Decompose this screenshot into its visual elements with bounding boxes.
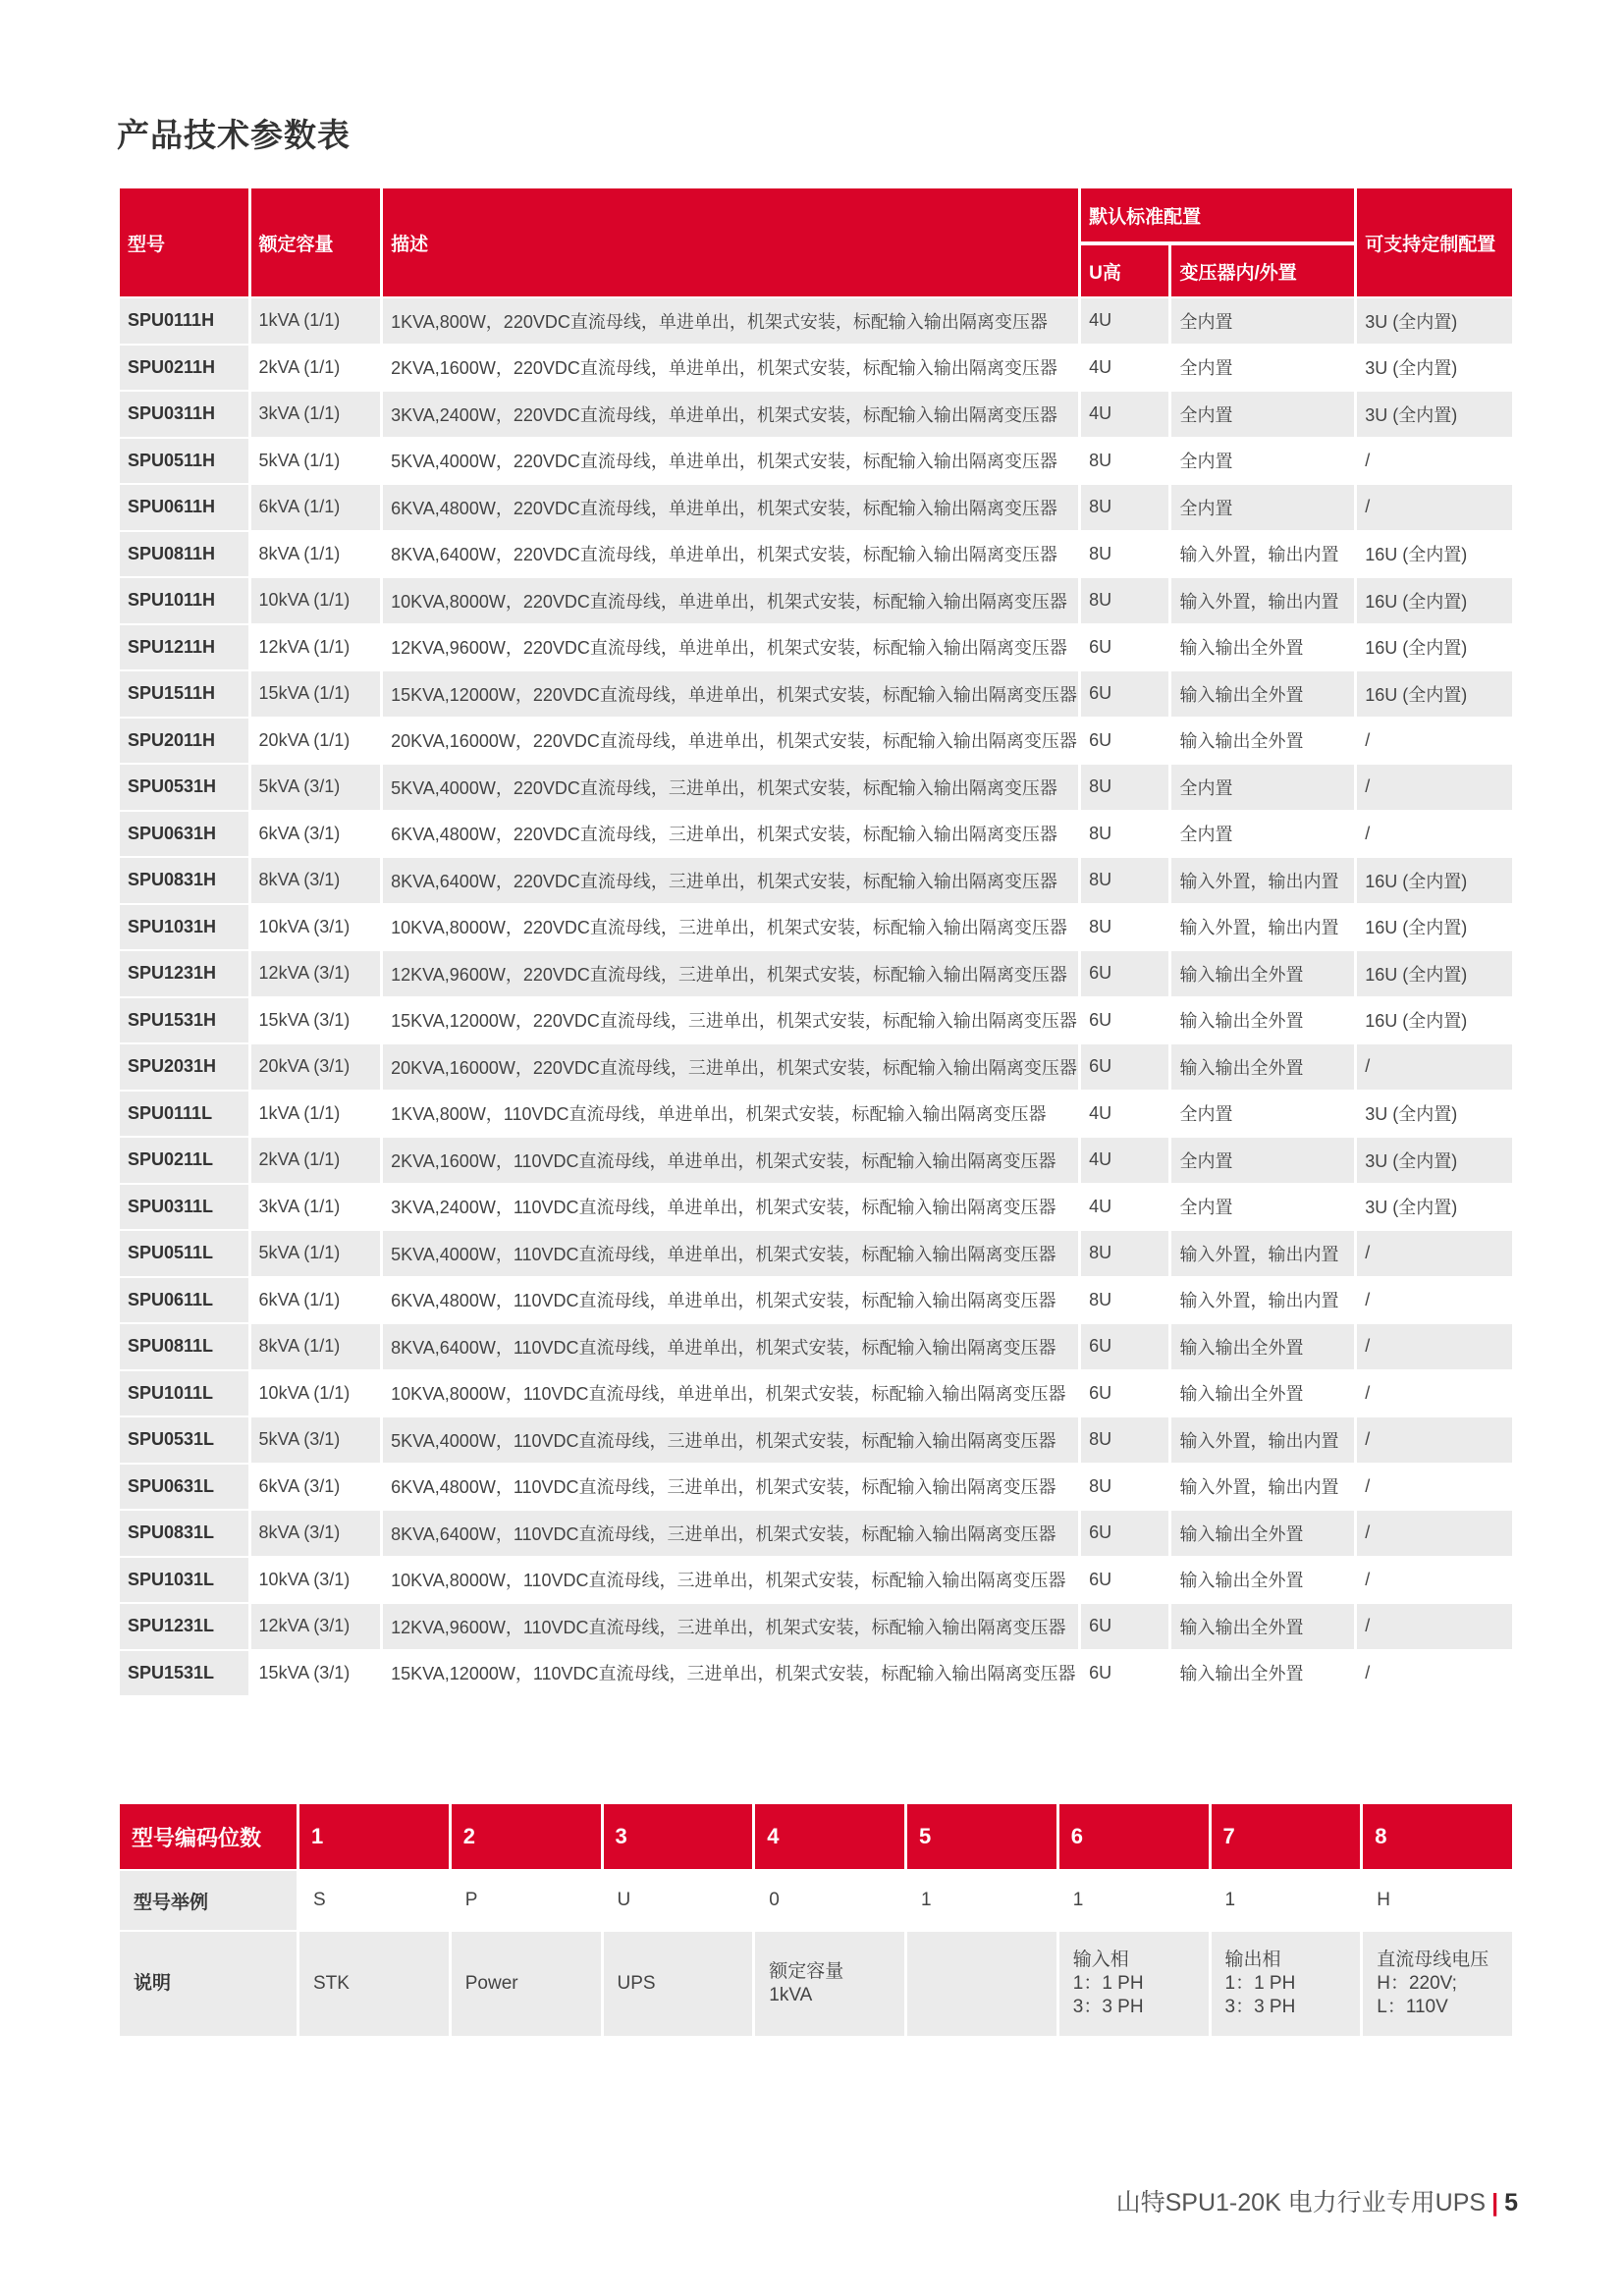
cell-capacity: 12kVA (3/1)	[251, 1604, 381, 1649]
cell-description: 8KVA,6400W，220VDC直流母线，单进单出，机架式安装，标配输入输出隔离变压器	[383, 532, 1078, 577]
cell-custom-config: 16U (全内置)	[1357, 998, 1512, 1043]
cell-custom-config: /	[1357, 1604, 1512, 1649]
cell-custom-config: 16U (全内置)	[1357, 671, 1512, 717]
cell-custom-config: /	[1357, 1371, 1512, 1416]
cell-custom-config: 3U (全内置)	[1357, 392, 1512, 437]
table-row	[120, 765, 1512, 810]
cell-transformer: 输入外置，输出内置	[1171, 858, 1354, 903]
example-char: 1	[907, 1871, 1056, 1930]
cell-transformer: 输入输出全外置	[1171, 625, 1354, 670]
table-row	[120, 1651, 1512, 1696]
cell-custom-config: /	[1357, 1558, 1512, 1603]
cell-model: SPU1211H	[120, 625, 248, 670]
description-cell	[1363, 1932, 1512, 2036]
cell-capacity: 8kVA (1/1)	[251, 532, 381, 577]
cell-custom-config: 16U (全内置)	[1357, 951, 1512, 996]
description-line: Power	[464, 1973, 518, 1994]
table-row	[120, 1278, 1512, 1323]
cell-transformer: 全内置	[1171, 812, 1354, 857]
cell-description: 15KVA,12000W，220VDC直流母线，三进单出，机架式安装，标配输入输出隔离变压器	[383, 998, 1078, 1043]
cell-capacity: 6kVA (1/1)	[251, 1278, 381, 1323]
cell-capacity: 20kVA (1/1)	[251, 719, 381, 764]
cell-custom-config: /	[1357, 765, 1512, 810]
cell-description: 1KVA,800W，220VDC直流母线，单进单出，机架式安装，标配输入输出隔离变压器	[383, 298, 1078, 344]
cell-custom-config: 3U (全内置)	[1357, 298, 1512, 344]
description-cell	[452, 1932, 601, 2036]
code-position-7: 7	[1212, 1804, 1361, 1869]
table-row	[120, 439, 1512, 484]
cell-capacity: 12kVA (3/1)	[251, 951, 381, 996]
cell-transformer: 输入输出全外置	[1171, 1558, 1354, 1603]
description-line: 额定容量	[769, 1961, 844, 1982]
header-capacity: 额定容量	[251, 188, 381, 296]
cell-custom-config: 16U (全内置)	[1357, 858, 1512, 903]
description-cell	[299, 1932, 449, 2036]
cell-custom-config: 16U (全内置)	[1357, 578, 1512, 623]
cell-u-height: 6U	[1081, 998, 1168, 1043]
cell-u-height: 6U	[1081, 1651, 1168, 1696]
cell-model: SPU1011L	[120, 1371, 248, 1416]
cell-custom-config: /	[1357, 485, 1512, 530]
cell-description: 20KVA,16000W，220VDC直流母线，单进单出，机架式安装，标配输入输出隔离变压器	[383, 719, 1078, 764]
cell-description: 3KVA,2400W，110VDC直流母线，单进单出，机架式安装，标配输入输出隔离变压器	[383, 1185, 1078, 1230]
cell-model: SPU0831H	[120, 858, 248, 903]
cell-description: 20KVA,16000W，220VDC直流母线，三进单出，机架式安装，标配输入输出隔离变压器	[383, 1044, 1078, 1090]
cell-transformer: 输入外置，输出内置	[1171, 905, 1354, 950]
cell-capacity: 1kVA (1/1)	[251, 1092, 381, 1137]
code-position-4: 4	[755, 1804, 904, 1869]
cell-description: 12KVA,9600W，220VDC直流母线，三进单出，机架式安装，标配输入输出隔离变压器	[383, 951, 1078, 996]
cell-transformer: 输入输出全外置	[1171, 998, 1354, 1043]
cell-custom-config: 3U (全内置)	[1357, 1092, 1512, 1137]
example-char: U	[604, 1871, 753, 1930]
cell-description: 6KVA,4800W，220VDC直流母线，单进单出，机架式安装，标配输入输出隔离变压器	[383, 485, 1078, 530]
cell-capacity: 8kVA (1/1)	[251, 1324, 381, 1369]
cell-capacity: 5kVA (1/1)	[251, 1231, 381, 1276]
cell-u-height: 6U	[1081, 1558, 1168, 1603]
cell-model: SPU0831L	[120, 1511, 248, 1556]
cell-model: SPU0211H	[120, 346, 248, 391]
cell-transformer: 输入外置，输出内置	[1171, 532, 1354, 577]
cell-u-height: 6U	[1081, 951, 1168, 996]
description-cell	[1212, 1932, 1361, 2036]
cell-description: 10KVA,8000W，220VDC直流母线，三进单出，机架式安装，标配输入输出隔离变压器	[383, 905, 1078, 950]
footer-separator: |	[1491, 2189, 1499, 2216]
table-row	[120, 1417, 1512, 1463]
table-row	[120, 625, 1512, 670]
description-line: 3：3 PH	[1072, 1997, 1144, 2017]
cell-description: 10KVA,8000W，110VDC直流母线，三进单出，机架式安装，标配输入输出隔离变压器	[383, 1558, 1078, 1603]
cell-u-height: 8U	[1081, 812, 1168, 857]
cell-custom-config: /	[1357, 1417, 1512, 1463]
table-row	[120, 1371, 1512, 1416]
cell-model: SPU0631L	[120, 1465, 248, 1510]
cell-capacity: 8kVA (3/1)	[251, 858, 381, 903]
table-row	[120, 671, 1512, 717]
cell-description: 3KVA,2400W，220VDC直流母线，单进单出，机架式安装，标配输入输出隔离变压器	[383, 392, 1078, 437]
cell-model: SPU0311H	[120, 392, 248, 437]
code-position-1: 1	[299, 1804, 449, 1869]
example-char: P	[452, 1871, 601, 1930]
cell-capacity: 3kVA (1/1)	[251, 392, 381, 437]
cell-capacity: 20kVA (3/1)	[251, 1044, 381, 1090]
cell-u-height: 8U	[1081, 485, 1168, 530]
table-row	[120, 1604, 1512, 1649]
description-line: 3：3 PH	[1224, 1997, 1296, 2017]
cell-u-height: 4U	[1081, 1138, 1168, 1183]
cell-model: SPU1531H	[120, 998, 248, 1043]
cell-description: 1KVA,800W，110VDC直流母线，单进单出，机架式安装，标配输入输出隔离变压器	[383, 1092, 1078, 1137]
example-label: 型号举例	[120, 1871, 297, 1930]
cell-model: SPU0811H	[120, 532, 248, 577]
cell-custom-config: 16U (全内置)	[1357, 532, 1512, 577]
description-line: 直流母线电压	[1377, 1949, 1489, 1970]
cell-description: 15KVA,12000W，220VDC直流母线，单进单出，机架式安装，标配输入输出隔离变压器	[383, 671, 1078, 717]
cell-capacity: 3kVA (1/1)	[251, 1185, 381, 1230]
table-row	[120, 951, 1512, 996]
page-number: 5	[1504, 2189, 1518, 2216]
description-line: 输出相	[1224, 1949, 1281, 1970]
header-custom-config: 可支持定制配置	[1357, 188, 1512, 296]
cell-transformer: 输入输出全外置	[1171, 1371, 1354, 1416]
table-row	[120, 858, 1512, 903]
cell-u-height: 6U	[1081, 719, 1168, 764]
cell-custom-config: /	[1357, 1278, 1512, 1323]
cell-description: 5KVA,4000W，220VDC直流母线，三进单出，机架式安装，标配输入输出隔离变压器	[383, 765, 1078, 810]
header-description: 描述	[383, 188, 1078, 296]
cell-capacity: 6kVA (3/1)	[251, 812, 381, 857]
description-label: 说明	[120, 1932, 297, 2036]
cell-model: SPU0511L	[120, 1231, 248, 1276]
cell-description: 12KVA,9600W，110VDC直流母线，三进单出，机架式安装，标配输入输出隔离变压器	[383, 1604, 1078, 1649]
table-row	[120, 1185, 1512, 1230]
cell-u-height: 6U	[1081, 1371, 1168, 1416]
example-char: 1	[1059, 1871, 1209, 1930]
spec-table-body	[120, 298, 1512, 1695]
cell-transformer: 输入外置，输出内置	[1171, 1278, 1354, 1323]
cell-capacity: 6kVA (3/1)	[251, 1465, 381, 1510]
cell-model: SPU0311L	[120, 1185, 248, 1230]
cell-u-height: 8U	[1081, 1465, 1168, 1510]
cell-u-height: 8U	[1081, 532, 1168, 577]
description-line: L：110V	[1377, 1997, 1448, 2017]
cell-model: SPU0631H	[120, 812, 248, 857]
table-row	[120, 719, 1512, 764]
cell-transformer: 全内置	[1171, 392, 1354, 437]
cell-capacity: 15kVA (3/1)	[251, 1651, 381, 1696]
cell-description: 10KVA,8000W，220VDC直流母线，单进单出，机架式安装，标配输入输出隔离变压器	[383, 578, 1078, 623]
example-char: 0	[755, 1871, 904, 1930]
cell-description: 12KVA,9600W，220VDC直流母线，单进单出，机架式安装，标配输入输出隔离变压器	[383, 625, 1078, 670]
table-row	[120, 1231, 1512, 1276]
cell-custom-config: /	[1357, 1651, 1512, 1696]
cell-description: 5KVA,4000W，110VDC直流母线，单进单出，机架式安装，标配输入输出隔离变压器	[383, 1231, 1078, 1276]
cell-model: SPU1231L	[120, 1604, 248, 1649]
cell-capacity: 10kVA (3/1)	[251, 905, 381, 950]
cell-transformer: 输入外置，输出内置	[1171, 1417, 1354, 1463]
cell-custom-config: /	[1357, 439, 1512, 484]
cell-description: 8KVA,6400W，110VDC直流母线，三进单出，机架式安装，标配输入输出隔离变压器	[383, 1511, 1078, 1556]
table-row	[120, 1465, 1512, 1510]
cell-description: 6KVA,4800W，220VDC直流母线，三进单出，机架式安装，标配输入输出隔离变压器	[383, 812, 1078, 857]
cell-u-height: 8U	[1081, 858, 1168, 903]
cell-u-height: 4U	[1081, 346, 1168, 391]
cell-model: SPU0611L	[120, 1278, 248, 1323]
header-default-config: 默认标准配置	[1081, 188, 1354, 243]
cell-u-height: 4U	[1081, 1185, 1168, 1230]
table-row	[120, 1558, 1512, 1603]
table-row	[120, 812, 1512, 857]
cell-u-height: 8U	[1081, 1278, 1168, 1323]
cell-capacity: 15kVA (1/1)	[251, 671, 381, 717]
table-row	[120, 298, 1512, 344]
cell-capacity: 2kVA (1/1)	[251, 346, 381, 391]
cell-transformer: 输入输出全外置	[1171, 671, 1354, 717]
cell-transformer: 输入输出全外置	[1171, 1511, 1354, 1556]
table-row	[120, 1511, 1512, 1556]
description-line: UPS	[617, 1973, 656, 1994]
cell-custom-config: 3U (全内置)	[1357, 1138, 1512, 1183]
cell-transformer: 全内置	[1171, 346, 1354, 391]
cell-u-height: 8U	[1081, 578, 1168, 623]
cell-transformer: 全内置	[1171, 1185, 1354, 1230]
header-transformer: 变压器内/外置	[1171, 245, 1354, 296]
cell-description: 5KVA,4000W，110VDC直流母线，三进单出，机架式安装，标配输入输出隔离变压器	[383, 1417, 1078, 1463]
code-position-2: 2	[452, 1804, 601, 1869]
cell-custom-config: 16U (全内置)	[1357, 905, 1512, 950]
cell-transformer: 输入外置，输出内置	[1171, 1231, 1354, 1276]
cell-model: SPU1031L	[120, 1558, 248, 1603]
cell-custom-config: 3U (全内置)	[1357, 346, 1512, 391]
description-line: STK	[313, 1973, 350, 1994]
cell-custom-config: /	[1357, 719, 1512, 764]
cell-transformer: 输入输出全外置	[1171, 1604, 1354, 1649]
cell-description: 5KVA,4000W，220VDC直流母线，单进单出，机架式安装，标配输入输出隔离变压器	[383, 439, 1078, 484]
cell-transformer: 输入输出全外置	[1171, 719, 1354, 764]
cell-transformer: 输入输出全外置	[1171, 1044, 1354, 1090]
cell-capacity: 2kVA (1/1)	[251, 1138, 381, 1183]
table-row	[120, 1138, 1512, 1183]
page-footer	[1116, 2183, 1518, 2218]
cell-u-height: 8U	[1081, 765, 1168, 810]
cell-custom-config: 16U (全内置)	[1357, 625, 1512, 670]
cell-capacity: 12kVA (1/1)	[251, 625, 381, 670]
table-row	[120, 998, 1512, 1043]
cell-u-height: 8U	[1081, 905, 1168, 950]
cell-u-height: 8U	[1081, 1231, 1168, 1276]
header-model: 型号	[120, 188, 248, 296]
cell-custom-config: /	[1357, 1231, 1512, 1276]
cell-capacity: 5kVA (3/1)	[251, 765, 381, 810]
table-row	[120, 578, 1512, 623]
cell-description: 6KVA,4800W，110VDC直流母线，三进单出，机架式安装，标配输入输出隔离变压器	[383, 1465, 1078, 1510]
cell-transformer: 全内置	[1171, 1138, 1354, 1183]
cell-capacity: 10kVA (3/1)	[251, 1558, 381, 1603]
cell-u-height: 8U	[1081, 1417, 1168, 1463]
example-char: H	[1363, 1871, 1512, 1930]
code-position-5: 5	[907, 1804, 1056, 1869]
spec-table	[117, 187, 1515, 1697]
table-row	[120, 392, 1512, 437]
cell-description: 6KVA,4800W，110VDC直流母线，单进单出，机架式安装，标配输入输出隔离变压器	[383, 1278, 1078, 1323]
table-row	[120, 1092, 1512, 1137]
cell-capacity: 10kVA (1/1)	[251, 1371, 381, 1416]
cell-capacity: 8kVA (3/1)	[251, 1511, 381, 1556]
cell-u-height: 6U	[1081, 1044, 1168, 1090]
table-row	[120, 1324, 1512, 1369]
table-row	[120, 1044, 1512, 1090]
cell-model: SPU0211L	[120, 1138, 248, 1183]
description-line: 输入相	[1072, 1949, 1129, 1970]
cell-custom-config: /	[1357, 1324, 1512, 1369]
cell-custom-config: /	[1357, 812, 1512, 857]
cell-capacity: 5kVA (3/1)	[251, 1417, 381, 1463]
cell-transformer: 输入输出全外置	[1171, 951, 1354, 996]
cell-model: SPU1031H	[120, 905, 248, 950]
description-line: 1kVA	[769, 1985, 813, 2005]
cell-u-height: 6U	[1081, 1511, 1168, 1556]
code-position-6: 6	[1059, 1804, 1209, 1869]
cell-u-height: 4U	[1081, 392, 1168, 437]
table-row	[120, 905, 1512, 950]
table-row	[120, 485, 1512, 530]
cell-custom-config: 3U (全内置)	[1357, 1185, 1512, 1230]
cell-description: 8KVA,6400W，110VDC直流母线，单进单出，机架式安装，标配输入输出隔离变压器	[383, 1324, 1078, 1369]
cell-u-height: 4U	[1081, 298, 1168, 344]
cell-u-height: 6U	[1081, 1324, 1168, 1369]
model-code-table	[117, 1802, 1515, 2038]
cell-custom-config: /	[1357, 1465, 1512, 1510]
cell-model: SPU0531H	[120, 765, 248, 810]
footer-title: 山特SPU1-20K 电力行业专用UPS	[1115, 2189, 1487, 2216]
cell-description: 2KVA,1600W，110VDC直流母线，单进单出，机架式安装，标配输入输出隔离变压器	[383, 1138, 1078, 1183]
table-row	[120, 532, 1512, 577]
page-title: 产品技术参数表	[117, 117, 351, 153]
table-row	[120, 346, 1512, 391]
cell-capacity: 15kVA (3/1)	[251, 998, 381, 1043]
cell-transformer: 全内置	[1171, 485, 1354, 530]
description-cell	[1059, 1932, 1209, 2036]
cell-transformer: 全内置	[1171, 439, 1354, 484]
description-cell	[755, 1932, 904, 2036]
cell-description: 2KVA,1600W，220VDC直流母线，单进单出，机架式安装，标配输入输出隔离变压器	[383, 346, 1078, 391]
cell-u-height: 4U	[1081, 1092, 1168, 1137]
cell-transformer: 输入输出全外置	[1171, 1324, 1354, 1369]
cell-model: SPU2011H	[120, 719, 248, 764]
cell-model: SPU2031H	[120, 1044, 248, 1090]
description-line: 1：1 PH	[1224, 1973, 1296, 1994]
cell-transformer: 全内置	[1171, 1092, 1354, 1137]
description-line: H：220V;	[1377, 1973, 1457, 1994]
cell-transformer: 输入输出全外置	[1171, 1651, 1354, 1696]
example-char: S	[299, 1871, 449, 1930]
cell-capacity: 6kVA (1/1)	[251, 485, 381, 530]
cell-model: SPU0111H	[120, 298, 248, 344]
code-header-label: 型号编码位数	[120, 1804, 297, 1869]
cell-model: SPU1011H	[120, 578, 248, 623]
cell-u-height: 6U	[1081, 671, 1168, 717]
cell-custom-config: /	[1357, 1044, 1512, 1090]
cell-model: SPU0511H	[120, 439, 248, 484]
header-u-height: U高	[1081, 245, 1168, 296]
cell-description: 15KVA,12000W，110VDC直流母线，三进单出，机架式安装，标配输入输出隔离变压器	[383, 1651, 1078, 1696]
code-position-8: 8	[1363, 1804, 1512, 1869]
cell-custom-config: /	[1357, 1511, 1512, 1556]
cell-description: 8KVA,6400W，220VDC直流母线，三进单出，机架式安装，标配输入输出隔离变压器	[383, 858, 1078, 903]
cell-capacity: 5kVA (1/1)	[251, 439, 381, 484]
cell-model: SPU1231H	[120, 951, 248, 996]
cell-model: SPU1511H	[120, 671, 248, 717]
cell-transformer: 全内置	[1171, 298, 1354, 344]
cell-model: SPU0111L	[120, 1092, 248, 1137]
cell-transformer: 输入外置，输出内置	[1171, 1465, 1354, 1510]
cell-transformer: 全内置	[1171, 765, 1354, 810]
code-position-3: 3	[604, 1804, 753, 1869]
cell-model: SPU0531L	[120, 1417, 248, 1463]
cell-model: SPU0811L	[120, 1324, 248, 1369]
cell-u-height: 6U	[1081, 1604, 1168, 1649]
description-cell	[907, 1932, 1056, 2036]
cell-capacity: 10kVA (1/1)	[251, 578, 381, 623]
cell-model: SPU1531L	[120, 1651, 248, 1696]
cell-model: SPU0611H	[120, 485, 248, 530]
cell-u-height: 6U	[1081, 625, 1168, 670]
description-line: 1：1 PH	[1072, 1973, 1144, 1994]
cell-capacity: 1kVA (1/1)	[251, 298, 381, 344]
description-cell	[604, 1932, 753, 2036]
cell-transformer: 输入外置，输出内置	[1171, 578, 1354, 623]
cell-description: 10KVA,8000W，110VDC直流母线，单进单出，机架式安装，标配输入输出隔离变压器	[383, 1371, 1078, 1416]
example-char: 1	[1212, 1871, 1361, 1930]
cell-u-height: 8U	[1081, 439, 1168, 484]
